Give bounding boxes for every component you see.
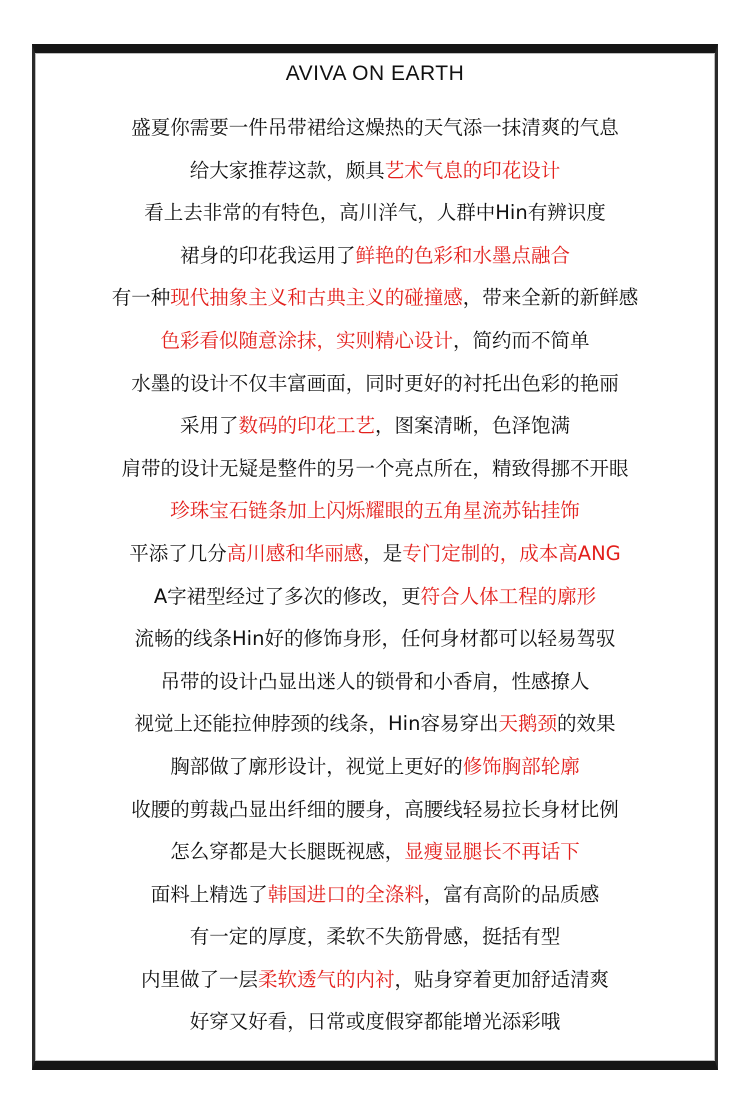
body-text: 有一定的厚度，柔软不失筋骨感，挺括有型: [189, 925, 561, 949]
body-text: ，简约而不简单: [453, 328, 590, 352]
body-text: ，是: [363, 541, 403, 565]
text-line: [0, 533, 750, 576]
text-line: [0, 277, 750, 320]
text-line: [0, 1001, 750, 1044]
body-text: 肩带的设计无疑是整件的另一个亮点所在，精致得挪不开眼: [121, 456, 629, 480]
text-line: [0, 746, 750, 789]
body-text: 好穿又好看，日常或度假穿都能增光添彩哦: [189, 1010, 561, 1034]
body-text: 收腰的剪裁凸显出纤细的腰身，高腰线轻易拉长身材比例: [131, 797, 619, 821]
text-line: [0, 235, 750, 278]
body-text: A字裙型经过了多次的修改，更: [153, 584, 421, 608]
highlight-text: 专门定制的，成本高ANG: [402, 541, 621, 565]
body-text: ，贴身穿着更加舒适清爽: [394, 967, 610, 991]
body-text: 面料上精选了: [150, 882, 268, 906]
text-line: [0, 831, 750, 874]
highlight-text: 色彩看似随意涂抹，实则精心设计: [160, 328, 453, 352]
text-line: [0, 959, 750, 1002]
text-line: [0, 789, 750, 832]
highlight-text: 韩国进口的全涤料: [267, 882, 424, 906]
body-text: ，富有高阶的品质感: [423, 882, 600, 906]
body-text: 视觉上还能拉伸脖颈的线条，Hin容易穿出: [134, 712, 499, 736]
body-text: 平添了几分: [129, 541, 227, 565]
text-line: [0, 618, 750, 661]
page-title: AVIVA ON EARTH: [285, 62, 465, 85]
text-line: [0, 405, 750, 448]
text-line: [0, 320, 750, 363]
body-text: 吊带的设计凸显出迷人的锁骨和小香肩，性感撩人: [160, 669, 590, 693]
body-text: 胸部做了廓形设计，视觉上更好的: [170, 754, 463, 778]
body-text: 盛夏你需要一件吊带裙给这燥热的天气添一抹清爽的气息: [131, 116, 619, 139]
highlight-text: 鲜艳的色彩和水墨点融合: [355, 243, 571, 267]
body-text: 内里做了一层: [140, 967, 258, 991]
text-line: [0, 661, 750, 704]
body-text: 水墨的设计不仅丰富画面，同时更好的衬托出色彩的艳丽: [131, 371, 619, 395]
text-line: [0, 874, 750, 917]
body-text: 给大家推荐这款，颇具: [189, 158, 385, 182]
highlight-text: 符合人体工程的廓形: [420, 584, 597, 608]
highlight-text: 现代抽象主义和古典主义的碰撞感: [170, 286, 463, 310]
body-text: 采用了: [179, 414, 239, 438]
body-text: ，带来全新的新鲜感: [462, 286, 639, 310]
highlight-text: 数码的印花工艺: [238, 414, 375, 438]
body-text: 流畅的线条Hin好的修饰身形，任何身材都可以轻易驾驭: [134, 627, 616, 651]
body-text: ，图案清晰，色泽饱满: [375, 414, 571, 438]
text-line: [0, 703, 750, 746]
text-line: [0, 150, 750, 193]
body-text: 怎么穿都是大长腿既视感，: [170, 840, 405, 864]
highlight-text: 柔软透气的内衬: [257, 967, 395, 991]
body-text: 的效果: [556, 712, 616, 736]
highlight-text: 珍珠宝石链条加上闪烁耀眼的五角星流苏钻挂饰: [170, 499, 580, 523]
highlight-text: 修饰胸部轮廓: [462, 754, 580, 778]
text-line: [0, 576, 750, 619]
text-line: [0, 107, 750, 150]
text-line: [0, 363, 750, 406]
text-line: [0, 490, 750, 533]
text-line: [0, 448, 750, 491]
body-text: 裙身的印花我运用了: [179, 243, 356, 267]
highlight-text: 显瘦显腿长不再话下: [404, 840, 580, 864]
body-text: 看上去非常的有特色，高川洋气，人群中Hin有辨识度: [144, 201, 606, 225]
body-text: 有一种: [111, 286, 171, 310]
highlight-text: 艺术气息的印花设计: [384, 158, 561, 182]
highlight-text: 天鹅颈: [498, 712, 557, 736]
description-text: [0, 107, 750, 1044]
highlight-text: 高川感和华丽感: [226, 541, 364, 565]
text-line: [0, 192, 750, 235]
text-line: [0, 916, 750, 959]
